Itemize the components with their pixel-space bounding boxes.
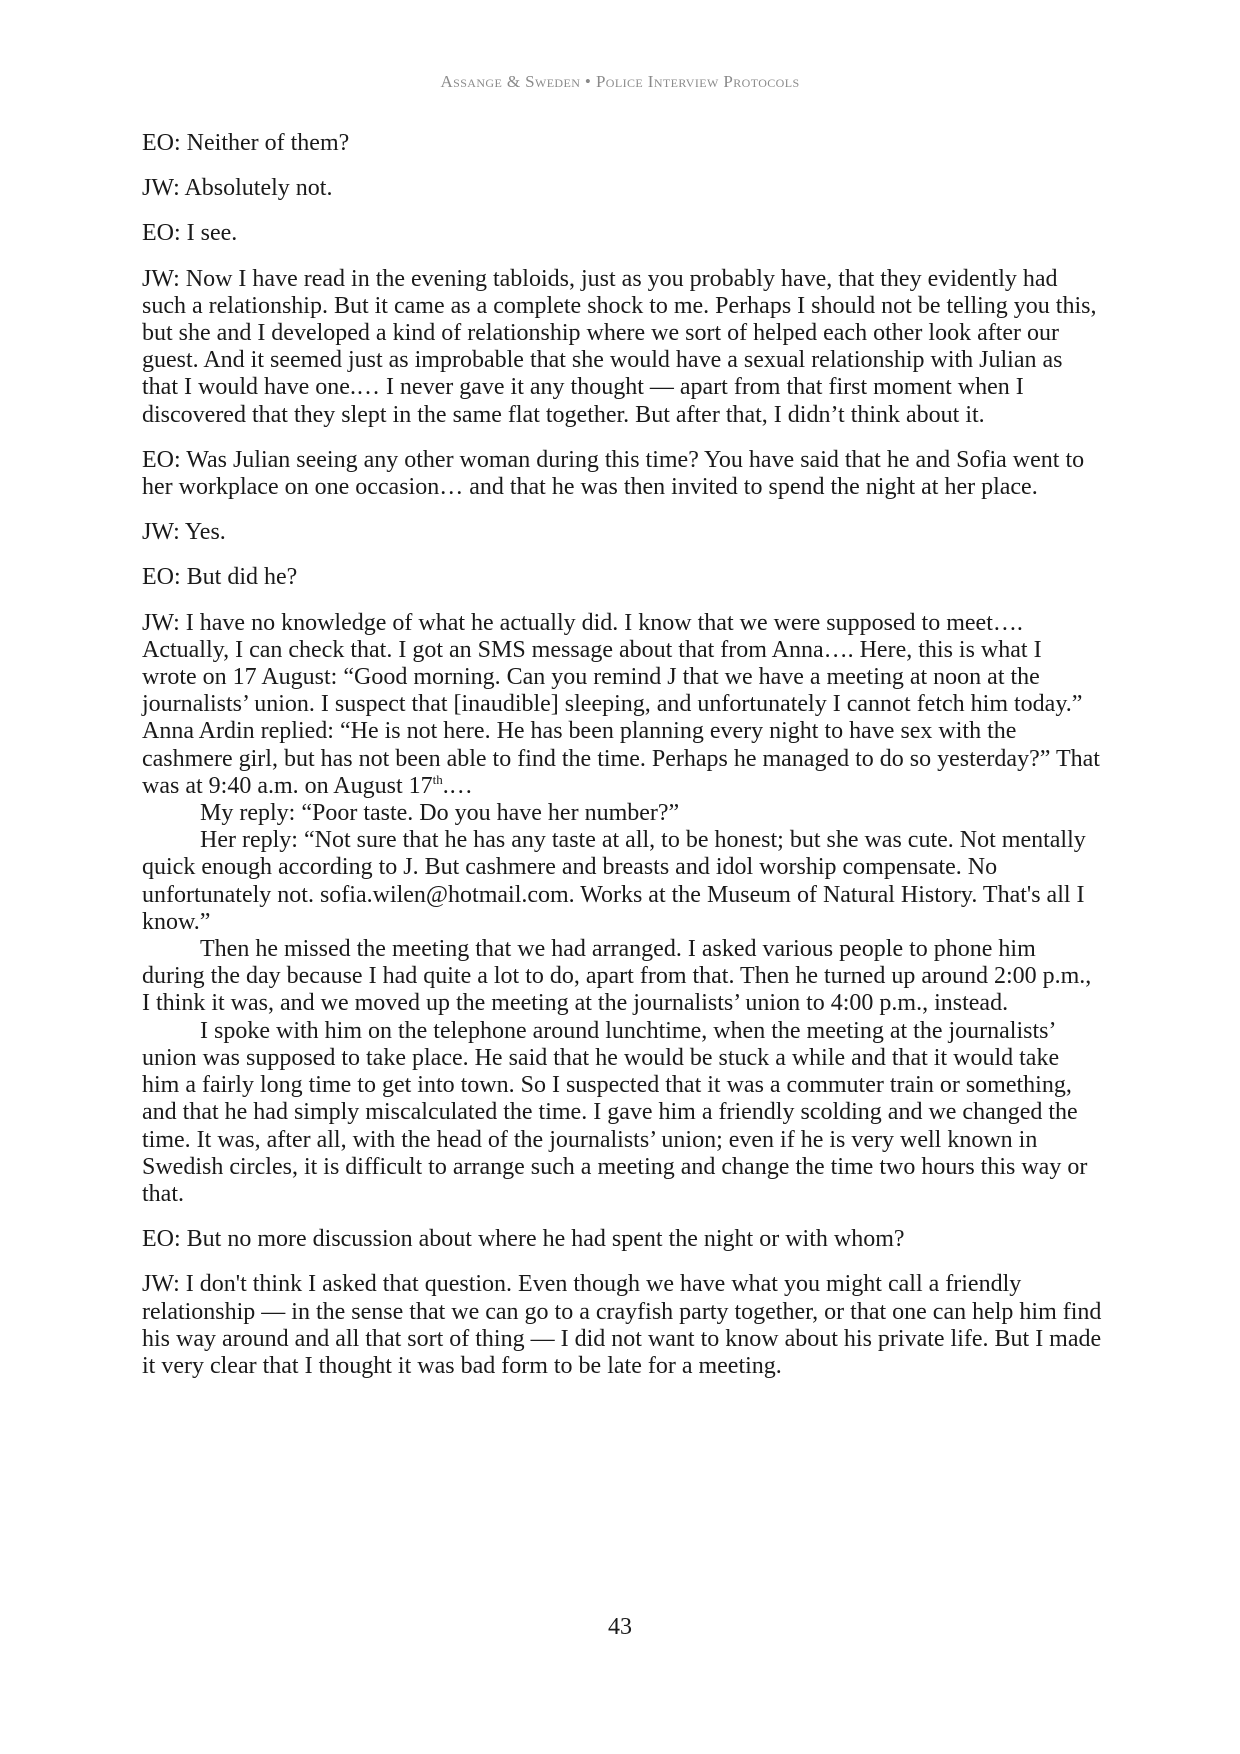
ordinal-superscript: th — [432, 771, 443, 787]
dialogue-paragraph: JW: Absolutely not. — [142, 175, 333, 202]
indented-paragraph: I spoke with him on the telephone around lunchtime, when the meeting at the journalists’ union was supposed to take place. He said that he would be stuck a while and that it would take him a fairly long time to get into town. So I suspected that it was a commuter train or something, and that he had simply miscalculated the time. I gave him a friendly scolding and we changed the time. It was, after all, with the head of the journalists’ union; even if he is very well known in Swedish circles, it is difficult to arrange such a meeting and change the time two hours this way or that. — [142, 1017, 1088, 1207]
document-body — [142, 130, 1102, 1398]
dialogue-paragraph: JW: I don't think I asked that question. Even though we have what you might call a friendly relationship — in the sense that we can go to a crayfish party together, or that one can help him find his way around and all that sort of thing — I did not want to know about his private life. But I made it very clear that I thought it was bad form to be late for a meeting. — [142, 1271, 1102, 1379]
dialogue-paragraph: EO: Was Julian seeing any other woman during this time? You have said that he and Sofia went to her workplace on one occasion… and that he was then invited to spend the night at her place. — [142, 446, 1085, 501]
dialogue-paragraph: EO: But no more discussion about where he had spent the night or with whom? — [142, 1226, 905, 1253]
dialogue-paragraph: JW: Now I have read in the evening tabloids, just as you probably have, that they evidently had such a relationship. But it came as a complete shock to me. Perhaps I should not be telling you this, but she and I developed a kind of relationship where we sort of helped each other look after our guest. And it seemed just as improbable that she would have a sexual relationship with Julian as that I would have one.… I never gave it any thought — apart from that first moment when I discovered that they slept in the same flat together. But after that, I didn’t think about it. — [142, 265, 1097, 428]
dialogue-paragraph: EO: I see. — [142, 220, 238, 247]
sms-paragraph — [142, 610, 1102, 800]
sms-text-end: .… — [442, 772, 473, 799]
dialogue-paragraph: JW: Yes. — [142, 519, 226, 546]
dialogue-paragraph: EO: Neither of them? — [142, 130, 350, 156]
indented-paragraph: Her reply: “Not sure that he has any taste at all, to be honest; but she was cute. Not mentally quick enough according to J. But cashmere and breasts and idol worship compensate. No unfortunately not. sofia.wilen@hotmail.com. Works at the Museum of Natural History. That's all I know.” — [142, 827, 1086, 935]
page-number: 43 — [608, 1614, 632, 1640]
dialogue-paragraph: EO: But did he? — [142, 564, 298, 591]
indented-paragraph: Then he missed the meeting that we had arranged. I asked various people to phone him during the day because I had quite a lot to do, apart from that. Then he turned up around 2:00 p.m., I think it was, and we moved up the meeting at the journalists’ union to 4:00 p.m., instead. — [142, 936, 1092, 1017]
indented-paragraph: My reply: “Poor taste. Do you have her number?” — [200, 800, 680, 827]
sms-text: JW: I have no knowledge of what he actually did. I know that we were supposed to meet…. Actually, I can check that. I got an SMS message about that from Anna…. Here, this is what I wrote on 17 August: “Good morning. Can you remind J that we have a meeting at noon at the journalists’ union. I suspect that [inaudible] sleeping, and unfortunately I cannot fetch him today.” Anna Ardin replied: “He is not here. He has been planning every night to have sex with the cashmere girl, but has not been able to find the time. Perhaps he managed to do so yesterday?” That was at 9:40 a.m. on August 17 — [142, 609, 1100, 799]
running-header: Assange & Sweden • Police Interview Protocols — [440, 72, 800, 91]
